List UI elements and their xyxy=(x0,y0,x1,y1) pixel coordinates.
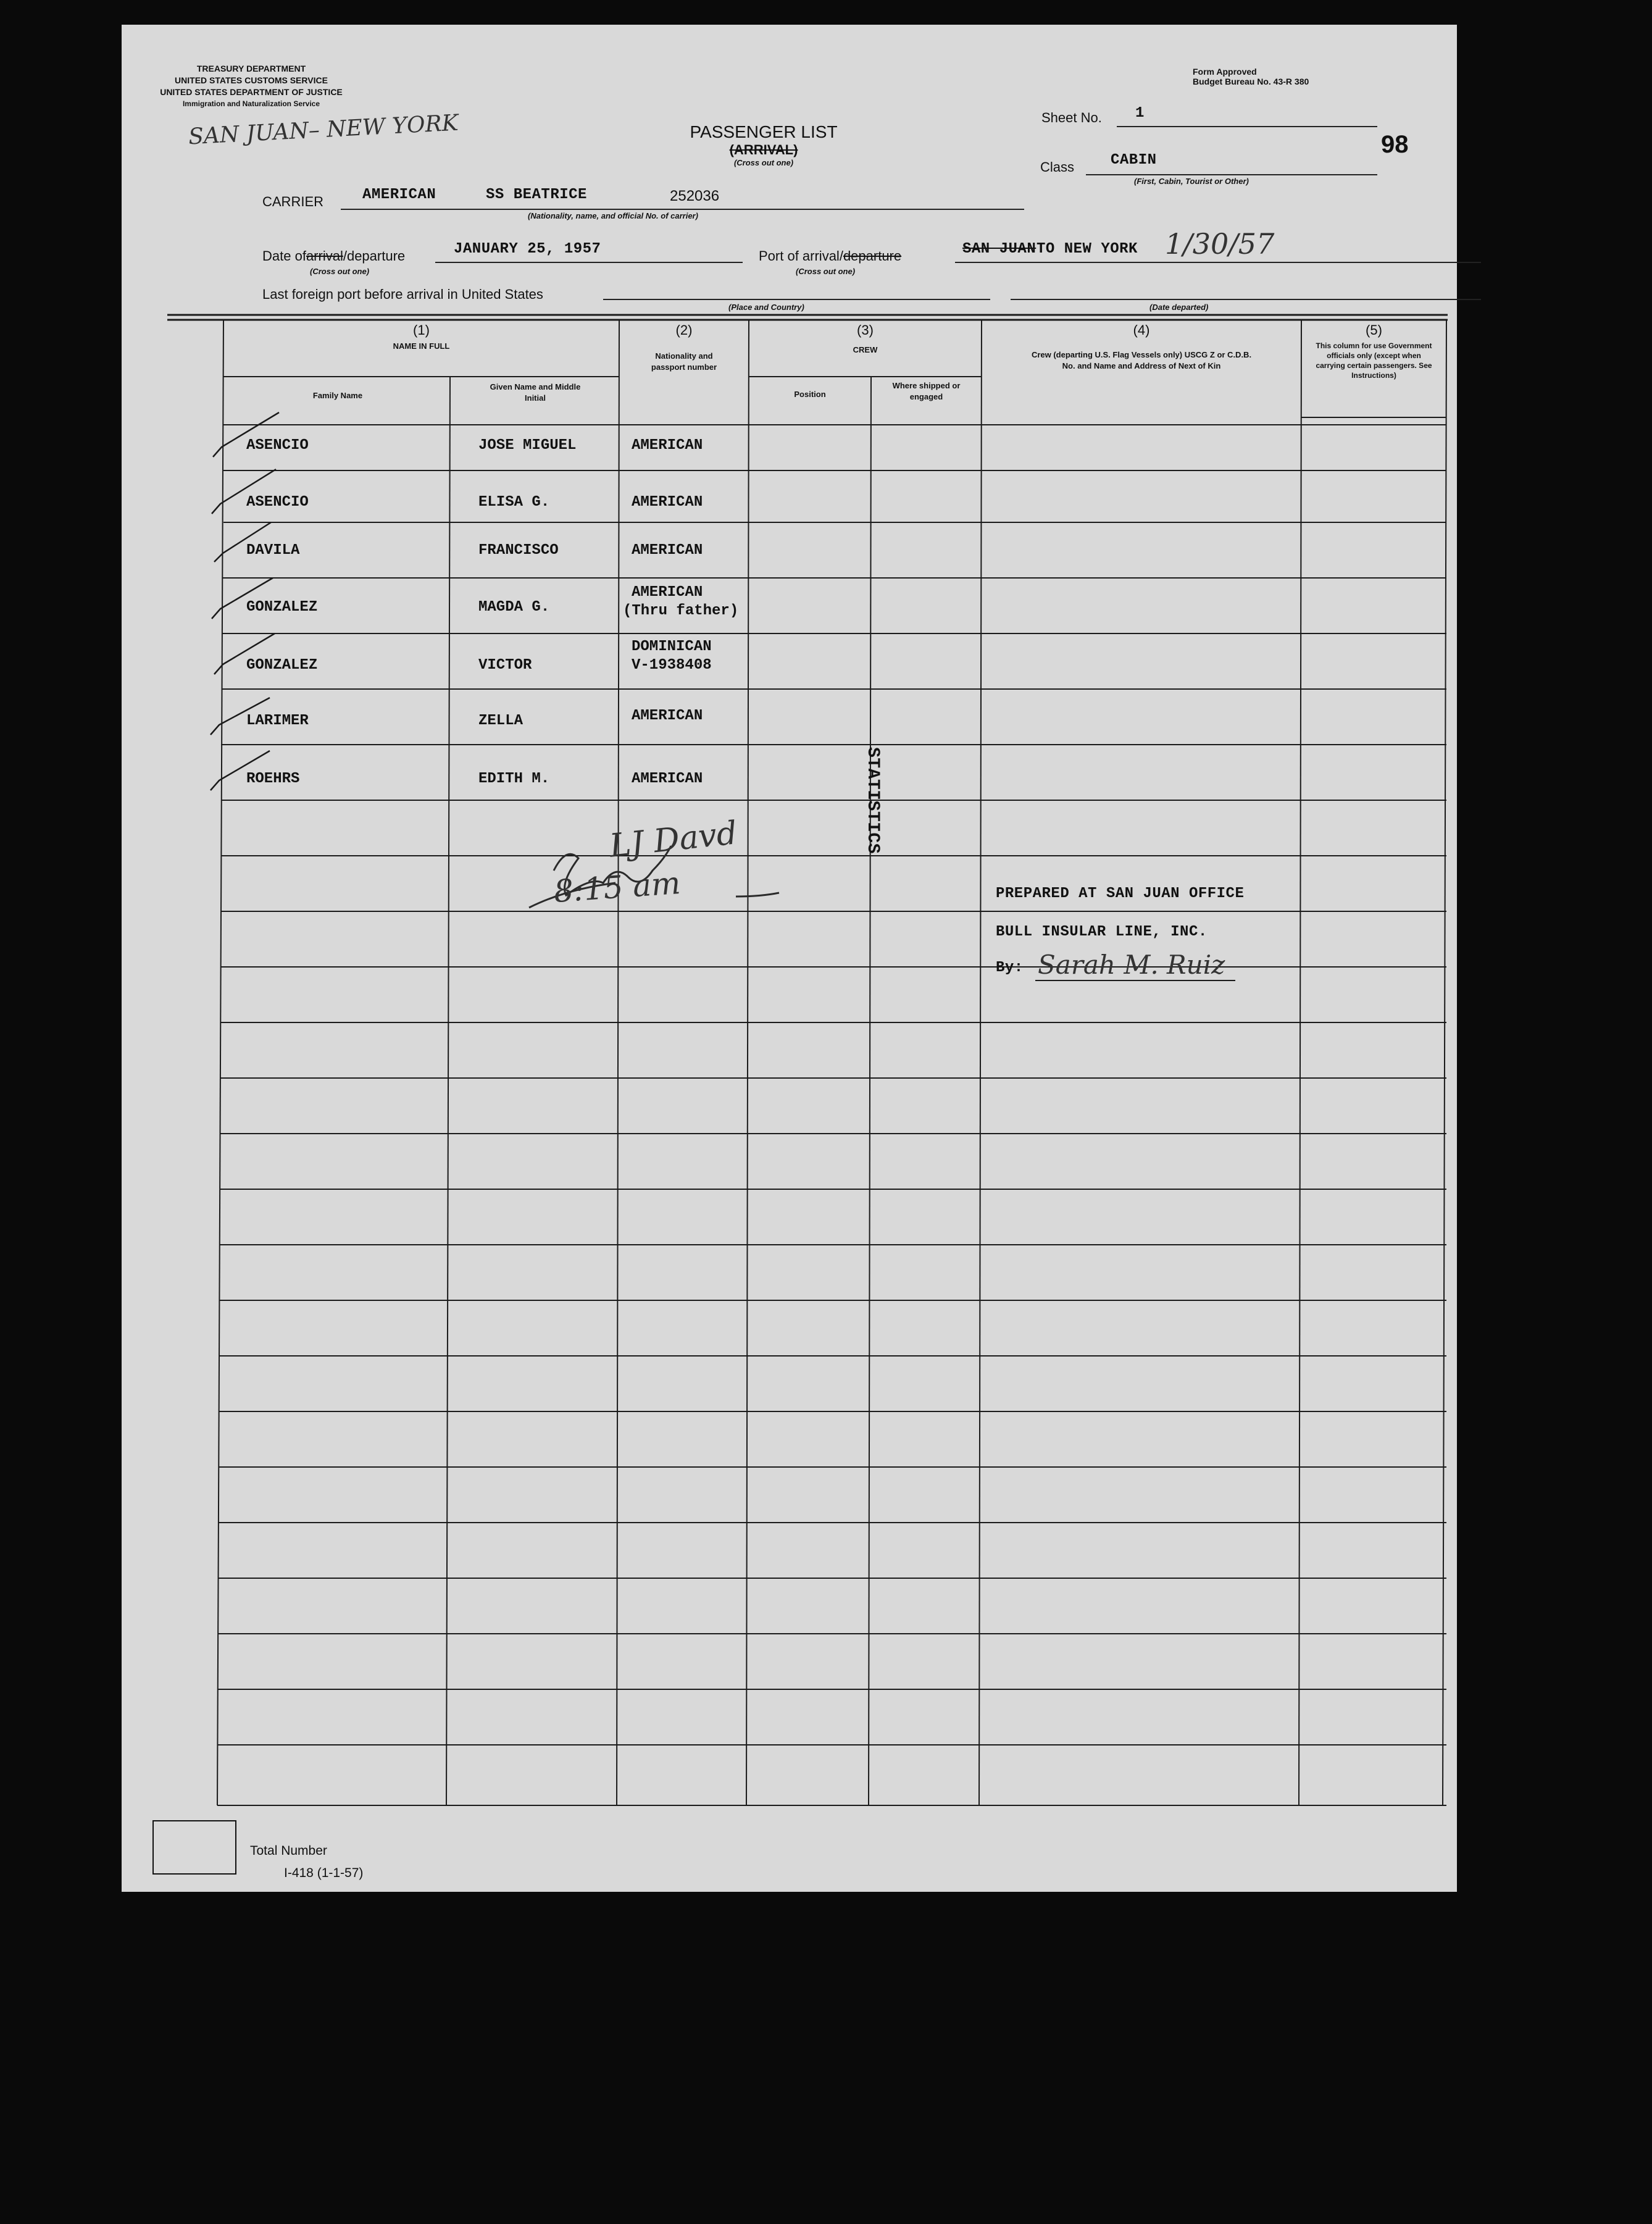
carrier-name: SS BEATRICE xyxy=(486,186,587,203)
class-note: (First, Cabin, Tourist or Other) xyxy=(1134,177,1249,186)
carrier-label: CARRIER xyxy=(262,194,324,209)
family-name: ASENCIO xyxy=(246,437,309,454)
page-number: 98 xyxy=(1381,131,1409,158)
col1-title: NAME IN FULL xyxy=(393,341,450,351)
col3-title: CREW xyxy=(853,345,878,354)
prepared-by-label: By: xyxy=(996,959,1024,976)
handwritten-route: SAN JUAN– NEW YORK xyxy=(188,110,459,150)
port-value: TO NEW YORK xyxy=(1037,241,1138,257)
family-name: GONZALEZ xyxy=(246,599,318,616)
class-value: CABIN xyxy=(1111,152,1157,169)
given-name: FRANCISCO xyxy=(478,542,559,559)
handwritten-time: 8:15 am xyxy=(553,864,682,910)
given-name: JOSE MIGUEL xyxy=(478,437,577,454)
agency-line: Immigration and Naturalization Service xyxy=(182,99,320,108)
agency-line: UNITED STATES CUSTOMS SERVICE xyxy=(175,75,328,85)
col5-header xyxy=(1301,322,1446,380)
col3-header xyxy=(749,322,982,356)
given-name: EDITH M. xyxy=(478,771,550,787)
col5-number: (5) xyxy=(1366,322,1382,338)
col2-header xyxy=(619,322,749,373)
title-note: (Cross out one) xyxy=(733,158,794,167)
col3b-header: Where shipped or engaged xyxy=(892,381,961,401)
carrier-number: 252036 xyxy=(670,188,720,204)
passport: (Thru father) xyxy=(623,603,739,619)
col1-number: (1) xyxy=(413,322,430,338)
date-note: (Cross out one) xyxy=(310,267,370,276)
place-note: (Place and Country) xyxy=(728,303,804,312)
nationality: AMERICAN xyxy=(632,708,703,724)
col3-number: (3) xyxy=(857,322,874,338)
port-label-struck: departure xyxy=(843,248,902,264)
date-label-prefix: Date of xyxy=(262,248,306,264)
date-label-suffix: /departure xyxy=(343,248,406,264)
agency-line: UNITED STATES DEPARTMENT OF JUSTICE xyxy=(160,87,343,97)
sheet-value: 1 xyxy=(1135,105,1145,122)
date-value: JANUARY 25, 1957 xyxy=(454,241,601,257)
port-note: (Cross out one) xyxy=(796,267,856,276)
nationality: DOMINICAN xyxy=(632,638,712,655)
nationality: AMERICAN xyxy=(632,771,703,787)
title-struck-option: (ARRIVAL) xyxy=(729,142,798,157)
family-name: GONZALEZ xyxy=(246,657,318,674)
prepared-signature: Sarah M. Ruiz xyxy=(1038,950,1225,980)
given-name: ELISA G. xyxy=(478,494,550,511)
port-value-struck: SAN JUAN xyxy=(962,241,1037,257)
col2-number: (2) xyxy=(675,322,693,338)
last-port-label: Last foreign port before arrival in United States xyxy=(262,286,543,302)
col1a-header: Family Name xyxy=(312,391,363,400)
col1-header xyxy=(223,322,619,352)
sheet-label: Sheet No. xyxy=(1041,110,1102,125)
carrier-nationality: AMERICAN xyxy=(362,186,436,203)
handwritten-signature: LJ Davd xyxy=(607,814,739,865)
total-number-box xyxy=(152,1820,236,1875)
col5-title: This column for use Government officials only (except when carrying certain passengers. See Instructions) xyxy=(1316,341,1432,380)
date-departed-note: (Date departed) xyxy=(1149,303,1209,312)
family-name: ASENCIO xyxy=(246,494,309,511)
nationality: AMERICAN xyxy=(632,542,703,559)
passenger-list-form xyxy=(122,25,1457,1892)
table-grid xyxy=(122,25,1457,1892)
budget-bureau-label: Budget Bureau No. 43-R 380 xyxy=(1193,77,1309,86)
passport: V-1938408 xyxy=(632,657,712,674)
port-label-prefix: Port of arrival/ xyxy=(759,248,843,264)
family-name: LARIMER xyxy=(246,713,309,729)
family-name: DAVILA xyxy=(246,542,300,559)
prepared-line1: PREPARED AT SAN JUAN OFFICE xyxy=(996,885,1245,902)
total-number-label: Total Number xyxy=(250,1844,327,1858)
given-name: ZELLA xyxy=(478,713,524,729)
agency-line: TREASURY DEPARTMENT xyxy=(196,64,306,73)
given-name: VICTOR xyxy=(478,657,532,674)
form-title: PASSENGER LIST xyxy=(690,122,838,141)
nationality: AMERICAN xyxy=(632,437,703,454)
col4-header xyxy=(982,322,1301,372)
given-name: MAGDA G. xyxy=(478,599,550,616)
statistics-stamp: STATISTICS xyxy=(863,747,882,855)
col2-title: Nationality and passport number xyxy=(651,351,717,372)
prepared-line2: BULL INSULAR LINE, INC. xyxy=(996,924,1208,940)
nationality: AMERICAN xyxy=(632,584,703,601)
carrier-note: (Nationality, name, and official No. of carrier) xyxy=(528,211,698,220)
class-label: Class xyxy=(1040,159,1075,175)
nationality: AMERICAN xyxy=(632,494,703,511)
col4-title: Crew (departing U.S. Flag Vessels only) USCG Z or C.D.B. No. and Name and Address of Next of Kin xyxy=(1031,350,1252,370)
date-label-struck: arrival xyxy=(306,248,343,264)
form-approved-label: Form Approved xyxy=(1193,67,1257,77)
handwritten-arrival-date: 1/30/57 xyxy=(1165,227,1275,261)
family-name: ROEHRS xyxy=(246,771,300,787)
col3a-header: Position xyxy=(794,390,826,399)
col4-number: (4) xyxy=(1133,322,1150,338)
col1b-header: Given Name and Middle Initial xyxy=(490,382,581,403)
form-number: I-418 (1-1-57) xyxy=(284,1866,364,1880)
